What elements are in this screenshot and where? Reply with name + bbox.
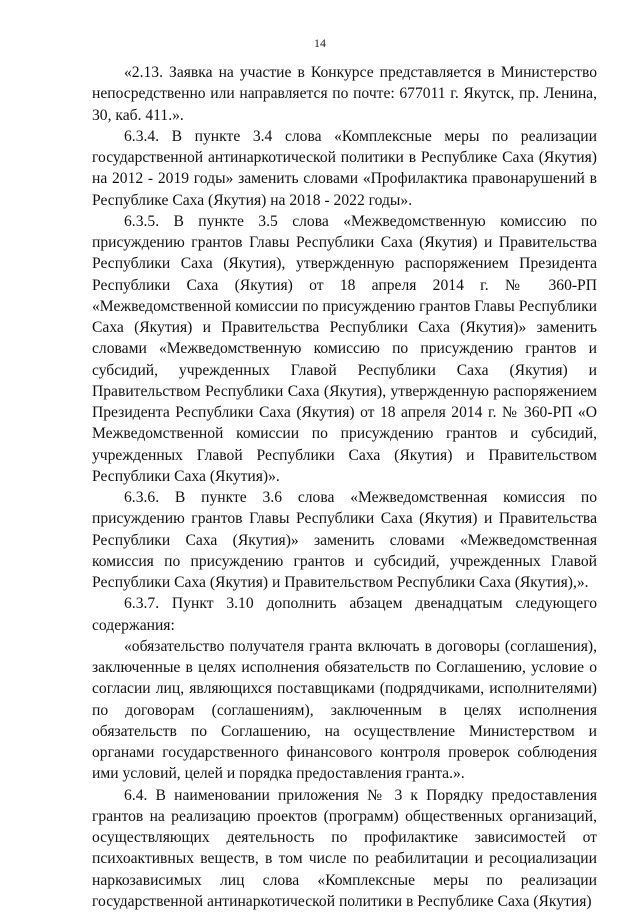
page-number: 14 <box>0 36 640 51</box>
paragraph-2-13: «2.13. Заявка на участие в Конкурсе представляется в Министерство непосредственно или направляется по почте: 677011 г. Якутск, пр. Ленина, 30, каб. 411.». <box>92 62 597 126</box>
paragraph-6-3-5: 6.3.5. В пункте 3.5 слова «Межведомственную комиссию по присуждению грантов Главы Республики Саха (Якутия) и Правительства Республики Саха (Якутия), утвержденную распоряжением Президента Республики Саха (Якутия) от 18 апреля 2014 г. № 360-РП «Межведомственной комиссии по присуждению грантов Главы Республики Саха (Якутия) и Правительства Республики Саха (Якутия)» заменить словами «Межведомственную комиссию по присуждению грантов и субсидий, учрежденных Главой Республики Саха (Якутия) и Правительством Республики Саха (Якутия), утвержденную распоряжением Президента Республики Саха (Якутия) от 18 апреля 2014 г. № 360-РП «О Межведомственной комиссии по присуждению грантов и субсидий, учрежденных Главой Республики Саха (Якутия) и Правительством Республики Саха (Якутия)». <box>92 211 597 487</box>
document-body <box>92 62 597 912</box>
paragraph-quote: «обязательство получателя гранта включать в договоры (соглашения), заключенные в целях исполнения обязательств по Соглашению, условие о согласии лиц, являющихся поставщиками (подрядчиками, исполнителями) по договорам (соглашениям), заключенным в целях исполнения обязательств по Соглашению, на осуществление Министерством и органами государственного финансового контроля проверок соблюдения ими условий, целей и порядка предоставления гранта.». <box>92 636 597 785</box>
paragraph-6-3-4: 6.3.4. В пункте 3.4 слова «Комплексные меры по реализации государственной антинаркотической политики в Республике Саха (Якутия) на 2012 - 2019 годы» заменить словами «Профилактика правонарушений в Республике Саха (Якутия) на 2018 - 2022 годы». <box>92 126 597 211</box>
paragraph-6-4: 6.4. В наименовании приложения № 3 к Порядку предоставления грантов на реализацию проектов (программ) общественных организаций, осуществляющих деятельность по профилактике зависимостей от психоактивных веществ, в том числе по реабилитации и ресоциализации наркозависимых лиц слова «Комплексные меры по реализации государственной антинаркотической политики в Республике Саха (Якутия) <box>92 785 597 912</box>
paragraph-6-3-6: 6.3.6. В пункте 3.6 слова «Межведомственная комиссия по присуждению грантов Главы Республики Саха (Якутия) и Правительства Республики Саха (Якутия)» заменить словами «Межведомственная комиссия по присуждению грантов и субсидий, учрежденных Главой Республики Саха (Якутия) и Правительством Республики Саха (Якутия),». <box>92 487 597 593</box>
paragraph-6-3-7: 6.3.7. Пункт 3.10 дополнить абзацем двенадцатым следующего содержания: <box>92 593 597 636</box>
